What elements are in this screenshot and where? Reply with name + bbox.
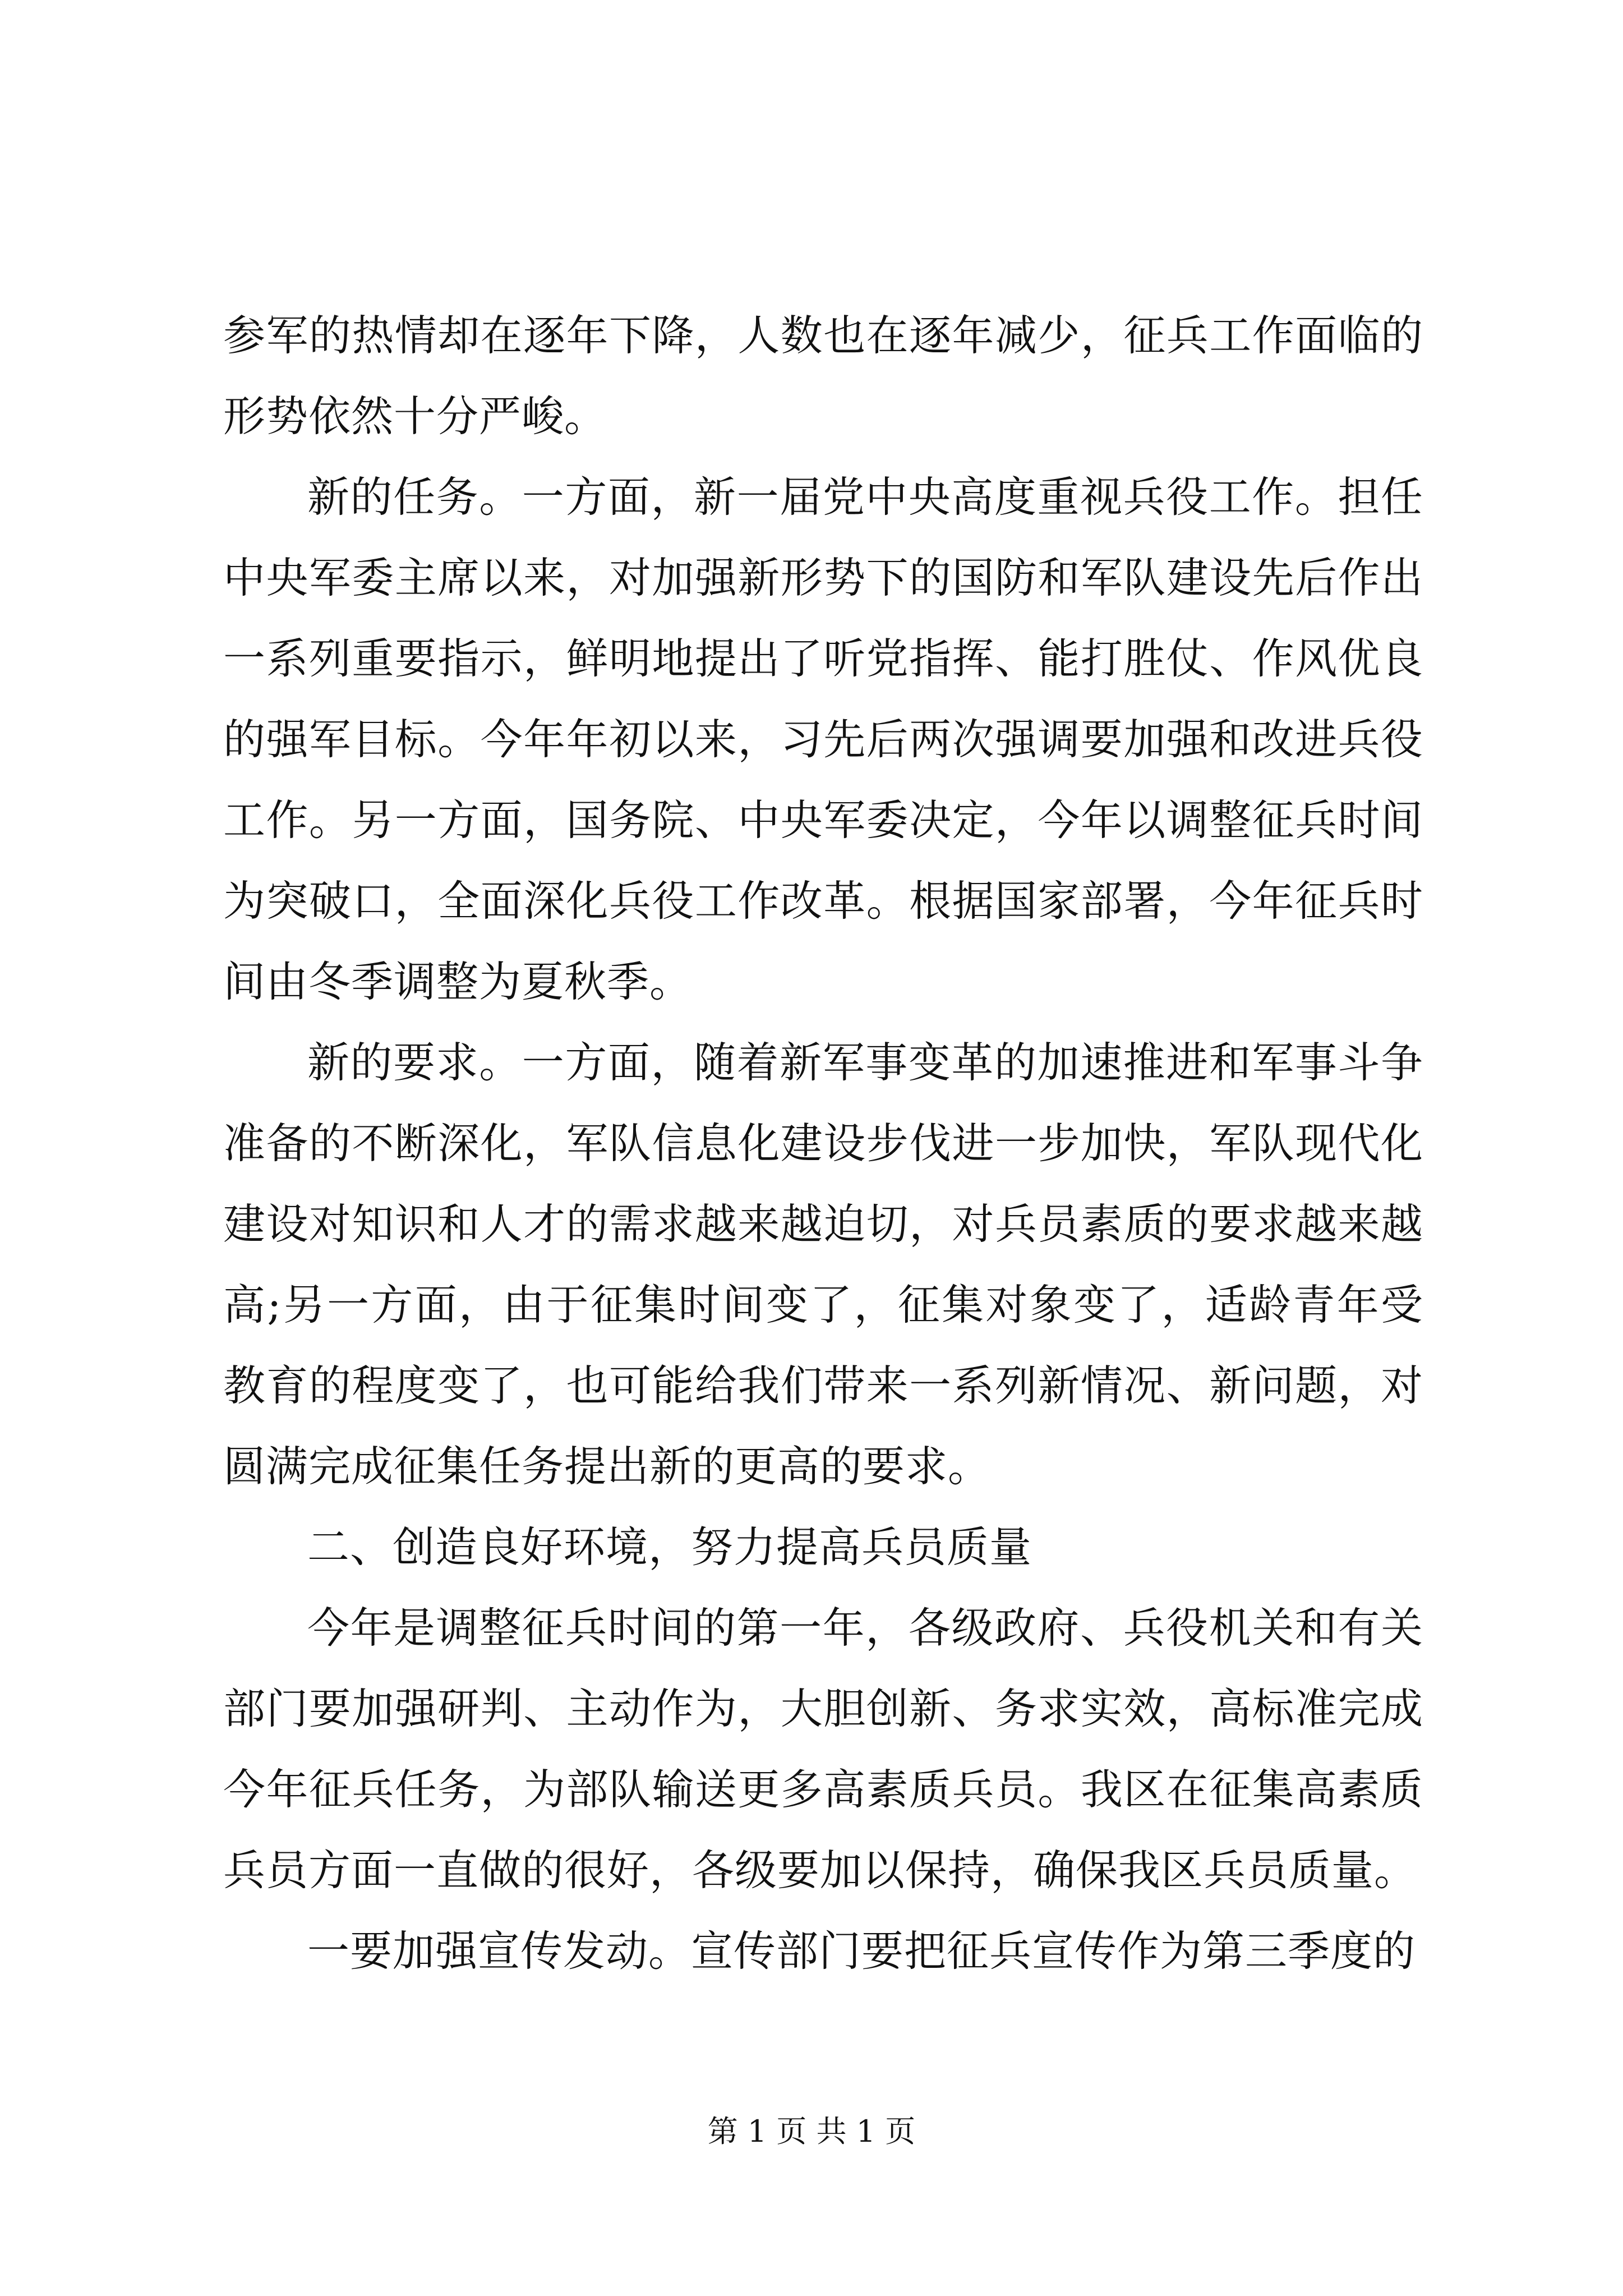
paragraph-1: 参军的热情却在逐年下降，人数也在逐年减少，征兵工作面临的形势依然十分严峻。	[223, 311, 1423, 441]
paragraph-5: 一要加强宣传发动。宣传部门要把征兵宣传作为第三季度的	[307, 1926, 1416, 1976]
document-body	[223, 295, 1423, 1991]
paragraph-4: 今年是调整征兵时间的第一年，各级政府、兵役机关和有关部门要加强研判、主动作为，大胆创新、务求实效，高标准完成今年征兵任务，为部队输送更多高素质兵员。我区在征集高素质兵员方面一直做的很好，各级要加以保持，确保我区兵员质量。	[223, 1603, 1423, 1895]
section-heading: 二、创造良好环境，努力提高兵员质量	[307, 1522, 1032, 1572]
paragraph-2: 新的任务。一方面，新一届党中央高度重视兵役工作。担任中央军委主席以来，对加强新形势下的国防和军队建设先后作出一系列重要指示，鲜明地提出了听党指挥、能打胜仗、作风优良的强军目标。今年年初以来，习先后两次强调要加强和改进兵役工作。另一方面，国务院、中央军委决定，今年以调整征兵时间为突破口，全面深化兵役工作改革。根据国家部署，今年征兵时间由冬季调整为夏秋季。	[223, 472, 1423, 1006]
paragraph-3: 新的要求。一方面，随着新军事变革的加速推进和军事斗争准备的不断深化，军队信息化建设步伐进一步加快，军队现代化建设对知识和人才的需求越来越迫切，对兵员素质的要求越来越高;另一方面，由于征集时间变了，征集对象变了，适龄青年受教育的程度变了，也可能给我们带来一系列新情况、新问题，对圆满完成征集任务提出新的更高的要求。	[223, 1038, 1423, 1491]
page-footer: 第 1 页 共 1 页	[707, 2114, 916, 2149]
